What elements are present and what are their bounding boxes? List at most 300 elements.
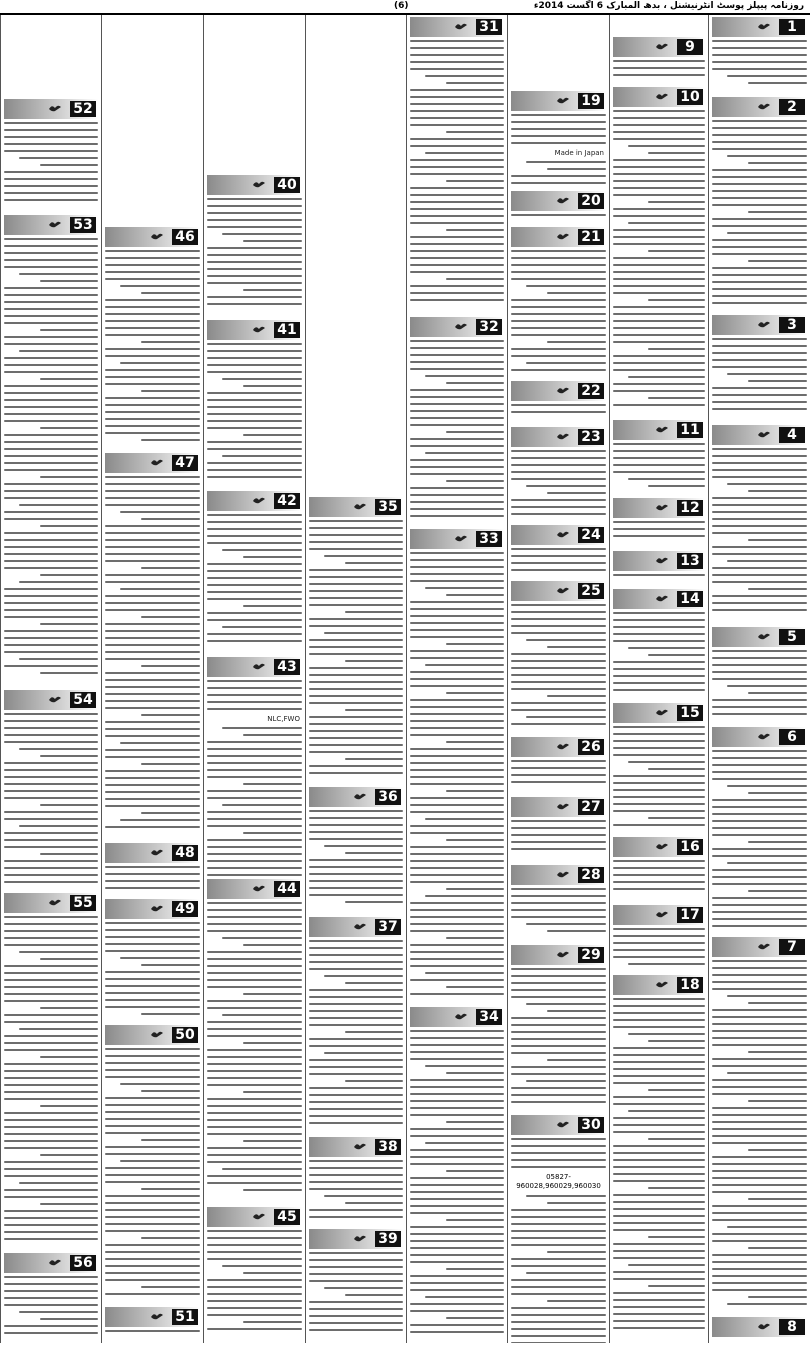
text-line [410,361,504,363]
text-line [712,288,807,290]
text-line [309,940,403,942]
item-number-bar [4,99,98,119]
text-line [105,525,200,527]
text-line [207,364,302,366]
item-number: 23 [578,429,604,445]
text-line [4,266,98,268]
text-line [511,982,606,984]
text-line [309,576,403,578]
text-line [613,131,705,133]
text-line [207,392,302,394]
text-line [105,1202,200,1204]
text-line [410,215,504,217]
text-line [4,937,98,939]
bird-icon [655,424,669,434]
text-line [105,721,200,723]
article-text-lines [712,120,807,304]
text-line [105,1069,200,1071]
text-line [425,1065,504,1067]
text-line [105,1097,200,1099]
text-line [410,874,504,876]
text-line [511,820,606,822]
item-number-bar [309,787,403,807]
text-line [410,1226,504,1228]
text-line [105,679,200,681]
text-line [4,637,98,639]
text-line [613,327,705,329]
text-line [309,880,403,882]
text-line [4,734,98,736]
text-line [613,180,705,182]
news-item [610,835,708,903]
text-line [40,378,98,380]
text-line [748,1149,807,1151]
text-line [105,992,200,994]
text-line [613,1124,705,1126]
bird-icon [655,593,669,603]
text-line [207,1077,302,1079]
text-line [712,911,807,913]
text-line [207,521,302,523]
text-line [105,355,200,357]
text-line [40,574,98,576]
text-line [613,236,705,238]
text-line [309,831,403,833]
text-line [105,651,200,653]
text-line [4,315,98,317]
text-line [511,264,606,266]
item-number-bar [207,879,302,899]
item-number-bar [511,525,606,545]
bird-icon [252,883,266,893]
text-line [712,462,807,464]
text-line [410,117,504,119]
text-line [511,1223,606,1225]
text-line [727,685,807,687]
text-line [613,257,705,259]
text-line [712,148,807,150]
bird-icon [757,631,771,641]
text-line [425,818,504,820]
text-line [207,965,302,967]
item-number: 26 [578,739,604,755]
text-line [712,239,807,241]
text-line [207,427,302,429]
text-line [613,1313,705,1315]
text-line [410,860,504,862]
article-text-lines [4,713,98,883]
text-line [613,888,705,890]
news-item [306,495,406,785]
text-line [410,573,504,575]
text-line [309,695,403,697]
text-line [613,264,705,266]
text-line [748,490,807,492]
item-number-bar [4,893,98,913]
text-line [613,796,705,798]
item-number: 14 [677,591,703,607]
text-line [613,956,705,958]
text-line [207,577,302,579]
text-line [511,834,606,836]
news-item [407,527,507,1005]
item-number-bar [613,87,705,107]
news-item [610,701,708,835]
bird-icon [353,921,367,931]
text-line [4,979,98,981]
text-line [309,653,403,655]
text-line [410,1275,504,1277]
article-text-lines [4,916,98,1240]
text-line [4,308,98,310]
text-line [712,820,807,822]
text-line [410,124,504,126]
text-line [511,478,606,480]
text-line [4,1014,98,1016]
article-text-lines [511,548,606,571]
text-line [105,1153,200,1155]
text-line [410,445,504,447]
text-line [410,909,504,911]
text-line [511,1073,606,1075]
text-line [207,916,302,918]
text-line [207,1035,302,1037]
text-line [446,937,504,939]
text-line [410,636,504,638]
text-line [40,1203,98,1205]
text-line [628,647,705,649]
text-line [207,563,302,565]
text-line [410,1177,504,1179]
text-line [410,1191,504,1193]
text-line [207,226,302,228]
item-number-bar [207,491,302,511]
text-line [613,1082,705,1084]
text-line [309,681,403,683]
text-line [712,678,807,680]
text-line [712,345,807,347]
text-line [511,1152,606,1154]
text-line [446,888,504,890]
text-line [324,1195,403,1197]
text-line [613,1271,705,1273]
text-line [4,1140,98,1142]
text-line [105,574,200,576]
text-line [141,341,200,343]
text-line [120,742,200,744]
item-number: 51 [172,1309,198,1325]
news-item [306,785,406,915]
item-number: 6 [779,729,805,745]
text-line [141,812,200,814]
text-line [4,741,98,743]
text-line [4,483,98,485]
text-line [613,1054,705,1056]
item-number: 29 [578,947,604,963]
text-line [613,661,705,663]
text-line [511,569,606,571]
bird-icon [757,429,771,439]
text-line [712,504,807,506]
text-line [410,804,504,806]
text-line [446,1121,504,1123]
news-item [204,1205,305,1343]
text-line [511,548,606,550]
text-line [141,1139,200,1141]
text-line [410,923,504,925]
news-item [508,225,609,379]
text-line [207,448,302,450]
text-line [410,1037,504,1039]
article-text-lines [4,1276,98,1334]
text-line [207,1279,302,1281]
text-line [309,730,403,732]
text-line [207,1286,302,1288]
item-number-bar [105,1307,200,1327]
text-line [511,562,606,564]
text-line [105,1330,200,1332]
text-line [613,935,705,937]
text-line [712,68,807,70]
text-line [105,1230,200,1232]
text-line [511,975,606,977]
text-line [4,301,98,303]
text-line [105,581,200,583]
text-line [40,1105,98,1107]
text-line [410,1324,504,1326]
text-line [40,280,98,282]
bird-icon [556,741,570,751]
text-line [243,1189,302,1191]
text-line [105,950,200,952]
text-line [309,723,403,725]
text-line [748,890,807,892]
news-item [610,903,708,973]
text-line [712,1114,807,1116]
text-line [309,716,403,718]
news-item [1,97,101,213]
text-line [4,178,98,180]
text-line [309,520,403,522]
text-line [613,457,705,459]
text-line [105,887,200,889]
text-line [712,338,807,340]
item-number: 44 [274,881,300,897]
text-line [19,825,98,827]
news-item [306,1227,406,1343]
text-line [40,755,98,757]
text-line [613,1299,705,1301]
text-line [410,713,504,715]
text-line [410,501,504,503]
item-number: 35 [375,499,401,515]
text-line [4,469,98,471]
text-line [410,650,504,652]
article-text-lines [613,998,705,1329]
text-line [4,1119,98,1121]
text-line [207,1314,302,1316]
news-item [102,451,203,841]
text-line [410,783,504,785]
text-line [410,96,504,98]
news-item [508,523,609,579]
news-item [508,379,609,425]
column-1 [708,15,810,1343]
text-line [207,282,302,284]
text-line [105,595,200,597]
item-number-bar [613,498,705,518]
text-line [105,327,200,329]
bird-icon [48,219,62,229]
item-number: 42 [274,493,300,509]
text-line [120,819,200,821]
text-line [410,515,504,517]
news-item [204,877,305,1205]
text-line [40,1007,98,1009]
item-number-bar [410,17,504,37]
item-number: 49 [172,901,198,917]
text-line [105,334,200,336]
text-line [207,1182,302,1184]
bird-icon [556,431,570,441]
bird-icon [556,949,570,959]
text-line [120,511,200,513]
article-text-lines [4,238,98,674]
text-line [207,1063,302,1065]
text-line [410,1240,504,1242]
text-line [207,762,302,764]
text-line [648,768,705,770]
text-line [712,602,807,604]
text-line [446,643,504,645]
item-number: 45 [274,1209,300,1225]
text-line [446,82,504,84]
text-line [105,320,200,322]
text-line [712,1184,807,1186]
text-line [511,175,606,177]
news-item [102,225,203,451]
news-item [508,943,609,1113]
text-line [309,646,403,648]
news-item [508,795,609,863]
text-line [712,1240,807,1242]
text-line [207,275,302,277]
text-line [613,306,705,308]
text-line [4,245,98,247]
text-line [105,1076,200,1078]
text-line [613,355,705,357]
text-line [446,790,504,792]
text-line [410,615,504,617]
text-line [105,602,200,604]
bird-icon [757,319,771,329]
text-line [40,427,98,429]
text-line [511,320,606,322]
text-line [243,240,302,242]
text-line [410,166,504,168]
text-line [613,740,705,742]
item-number: 41 [274,322,300,338]
news-item [610,85,708,418]
text-line [613,633,705,635]
text-line [207,584,302,586]
bird-icon [150,231,164,241]
article-text-lines [613,612,705,691]
item-number-bar [4,1253,98,1273]
text-line [712,778,807,780]
text-line [410,916,504,918]
text-line [628,963,705,965]
text-line [105,411,200,413]
text-line [712,40,807,42]
text-line [526,716,606,718]
text-line [613,208,705,210]
bird-icon [48,694,62,704]
text-line [511,702,606,704]
text-line [613,1131,705,1133]
text-line [727,1072,807,1074]
text-line [4,713,98,715]
column-6 [203,15,305,1343]
text-line [4,171,98,173]
text-line [4,546,98,548]
text-line [4,881,98,883]
text-line [511,723,606,725]
item-number: 2 [779,99,805,115]
news-item [204,318,305,489]
text-line [712,511,807,513]
text-line [309,894,403,896]
text-line [345,1202,403,1204]
text-line [4,1112,98,1114]
text-line [207,198,302,200]
text-line [4,1161,98,1163]
text-line [141,439,200,441]
text-line [105,425,200,427]
text-line [547,292,606,294]
news-item [407,315,507,527]
text-line [547,930,606,932]
item-number: 32 [476,319,502,335]
text-line [309,527,403,529]
text-line [309,1094,403,1096]
text-line [105,432,200,434]
text-line [345,709,403,711]
text-line [511,1286,606,1288]
text-line [40,958,98,960]
item-number-bar [712,627,807,647]
text-line [613,313,705,315]
text-line [425,587,504,589]
text-line [446,1268,504,1270]
text-line [309,1122,403,1124]
news-item [102,841,203,897]
text-line [105,971,200,973]
text-line [207,790,302,792]
text-line [309,1115,403,1117]
text-line [712,657,807,659]
text-line [4,1325,98,1327]
text-line [712,1233,807,1235]
text-line [141,964,200,966]
text-line [511,1145,606,1147]
text-line [243,556,302,558]
text-line [141,714,200,716]
text-line [207,514,302,516]
bird-icon [655,555,669,565]
item-number-bar [511,737,606,757]
text-line [712,1275,807,1277]
